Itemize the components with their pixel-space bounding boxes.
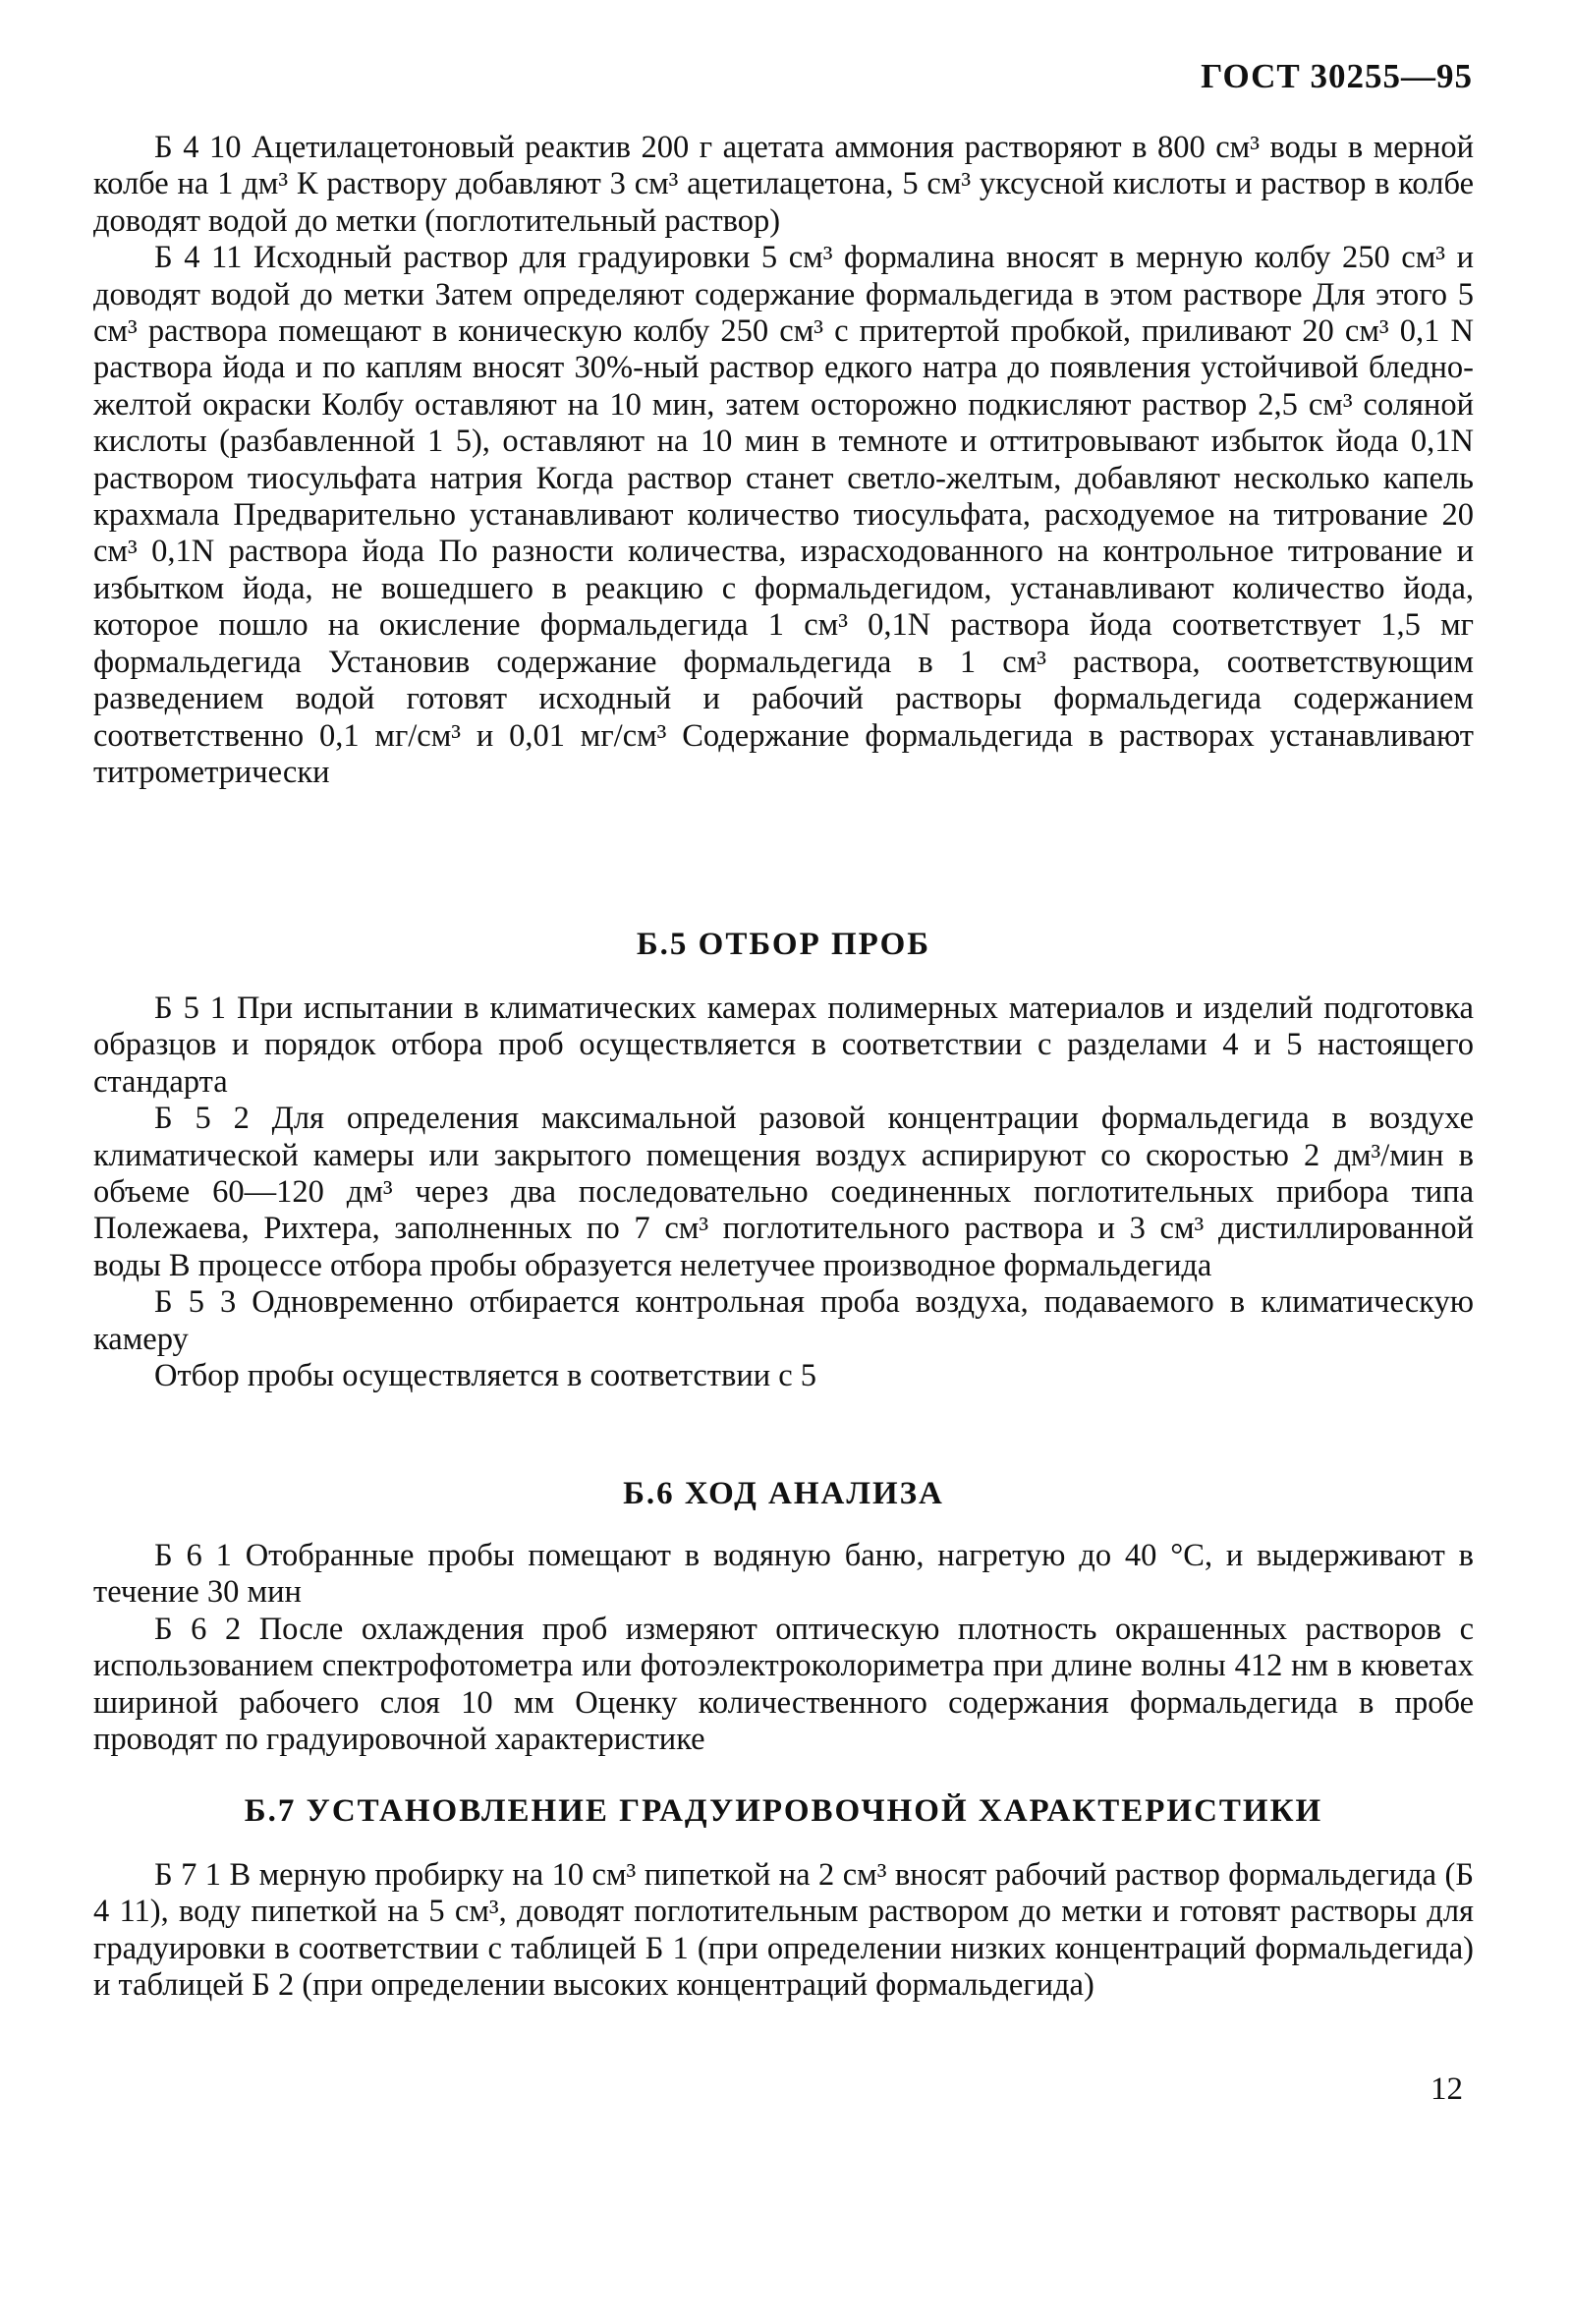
section-b6-title: Б.6 ХОД АНАЛИЗА — [623, 1476, 944, 1511]
paragraph-b6-1: Б 6 1 Отобранные пробы помещают в водяную баню, нагретую до 40 °С, и выдерживают в течение 30 мин — [93, 1538, 1474, 1611]
section-b5-body — [93, 991, 1474, 1394]
page-number: 12 — [1431, 2071, 1463, 2107]
section-b7-title: Б.7 УСТАНОВЛЕНИЕ ГРАДУИРОВОЧНОЙ ХАРАКТЕРИСТИКИ — [244, 1793, 1323, 1829]
section-b7-body — [93, 1857, 1474, 2005]
section-b6-body — [93, 1538, 1474, 1758]
paragraph-b5-3: Б 5 3 Одновременно отбирается контрольная проба воздуха, подаваемого в климатическую камеру — [93, 1284, 1474, 1357]
paragraph-b6-2: Б 6 2 После охлаждения проб измеряют оптическую плотность окрашенных растворов с использованием спектрофотометра или фотоэлектроколориметра при длине волны 412 нм в кюветах шириной рабочего слоя 10 мм Оценку количественного содержания формальдегида в пробе проводят по градуировочной характеристике — [93, 1611, 1474, 1758]
paragraph-b5-note: Отбор пробы осуществляется в соответствии с 5 — [154, 1358, 817, 1394]
section-b5-title: Б.5 ОТБОР ПРОБ — [636, 927, 931, 962]
paragraph-b5-1: Б 5 1 При испытании в климатических камерах полимерных материалов и изделий подготовка образцов и порядок отбора проб осуществляется в соответствии с разделами 4 и 5 настоящего стандарта — [93, 991, 1474, 1100]
section-b4-body — [93, 130, 1474, 791]
paragraph-b4-11: Б 4 11 Исходный раствор для градуировки 5 см³ формалина вносят в мерную колбу 250 см³ и доводят водой до метки Затем определяют содержание формальдегида в этом растворе Для этого 5 см³ раствора помещают в коническую колбу 250 см³ с притертой пробкой, приливают 20 см³ 0,1 N раствора йода и по каплям вносят 30%-ный раствор едкого натра до появления устойчивой бледно-желтой окраски Колбу оставляют на 10 мин, затем осторожно подкисляют раствор 2,5 см³ соляной кислоты (разбавленной 1 5), оставляют на 10 мин в темноте и оттитровывают избыток йода 0,1N раствором тиосульфата натрия Когда раствор станет светло-желтым, добавляют несколько капель крахмала Предварительно устанавливают количество тиосульфата, расходуемое на титрование 20 см³ 0,1N раствора йода По разности количества, израсходованного на контрольное титрование и избытком йода, не вошедшего в реакцию с формальдегидом, устанавливают количество йода, которое пошло на окисление формальдегида 1 см³ 0,1N раствора йода соответствует 1,5 мг формальдегида Установив содержание формальдегида в 1 см³ раствора, соответствующим разведением водой готовят исходный и рабочий растворы формальдегида содержанием соответственно 0,1 мг/см³ и 0,01 мг/см³ Содержание формальдегида в растворах устанавливают титрометрически — [93, 240, 1474, 790]
paragraph-b5-2: Б 5 2 Для определения максимальной разовой концентрации формальдегида в воздухе климатической камеры или закрытого помещения воздух аспирируют со скоростью 2 дм³/мин в объеме 60—120 дм³ через два последовательно соединенных поглотительных прибора типа Полежаева, Рихтера, заполненных по 7 см³ поглотительного раствора и 3 см³ дистиллированной воды В процессе отбора пробы образуется нелетучее производное формальдегида — [93, 1101, 1474, 1283]
paragraph-b4-10: Б 4 10 Ацетилацетоновый реактив 200 г ацетата аммония растворяют в 800 см³ воды в мерной колбе на 1 дм³ К раствору добавляют 3 см³ ацетилацетона, 5 см³ уксусной кислоты и раствор в колбе доводят водой до метки (поглотительный раствор) — [93, 130, 1474, 239]
paragraph-b7-1: Б 7 1 В мерную пробирку на 10 см³ пипеткой на 2 см³ вносят рабочий раствор формальдегида (Б 4 11), воду пипеткой на 5 см³, доводят поглотительным раствором до метки и готовят растворы для градуировки в соответствии с таблицей Б 1 (при определении низких концентраций формальдегида) и таблицей Б 2 (при определении высоких концентраций формальдегида) — [93, 1857, 1474, 2004]
standard-header: ГОСТ 30255—95 — [1201, 57, 1473, 95]
